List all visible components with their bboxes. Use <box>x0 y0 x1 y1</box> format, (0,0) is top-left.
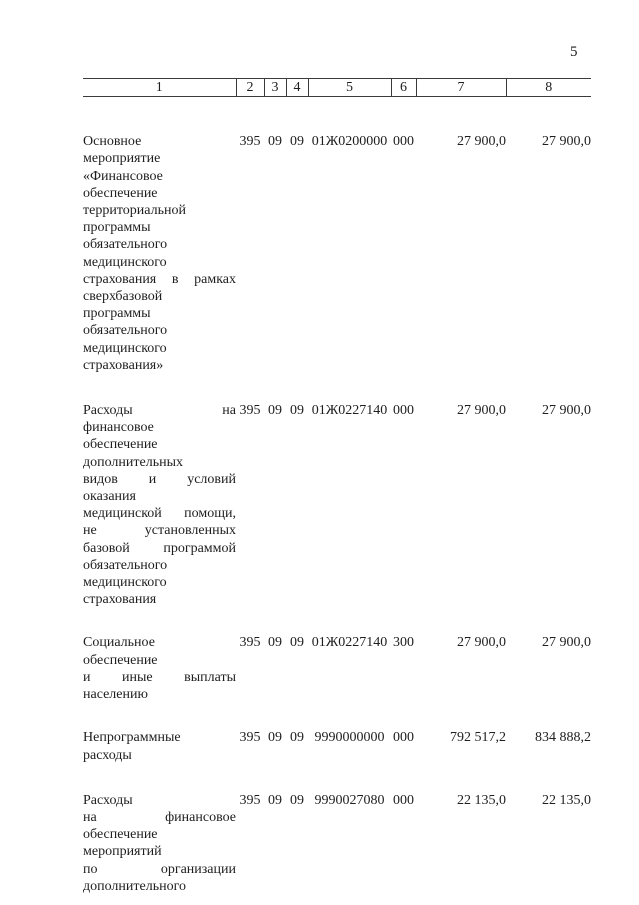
row-name-line: мероприятий <box>83 844 162 860</box>
cell-c7: 27 900,0 <box>457 635 506 651</box>
spacer-cell <box>83 764 591 792</box>
row-spacer <box>83 703 591 729</box>
row-name-line: видов и условий <box>83 471 236 487</box>
row-spacer <box>83 374 591 402</box>
row-name-line: сверхбазовой <box>83 289 163 305</box>
cell-c2: 395 <box>239 730 261 746</box>
row-name-line: оказания <box>83 489 136 505</box>
row-name-line: населению <box>83 687 148 703</box>
row-name-line: обязательного <box>83 323 168 339</box>
row-name-line: программы <box>83 306 151 322</box>
cell-c6: 000 <box>393 730 414 746</box>
cell-c5: 9990000000 <box>314 730 385 746</box>
row-spacer <box>83 97 591 134</box>
row-name-line: обеспечение <box>83 652 158 668</box>
row-name-line: по организации <box>83 861 236 877</box>
cell-c7: 792 517,2 <box>450 730 506 746</box>
cell-c7: 27 900,0 <box>457 134 506 150</box>
table-row <box>83 729 591 763</box>
cell-c4: 09 <box>290 403 304 419</box>
cell-c3: 09 <box>268 134 282 150</box>
cell-c8: 27 900,0 <box>542 134 591 150</box>
column-header: 8 <box>506 79 591 97</box>
cell-c6: 000 <box>393 792 414 808</box>
row-name-line: не установленных <box>83 523 236 539</box>
row-name-line: мероприятие <box>83 151 161 167</box>
cell-c6: 000 <box>393 403 414 419</box>
row-name-line: медицинского <box>83 340 167 356</box>
row-spacer <box>83 608 591 634</box>
row-name <box>83 729 236 763</box>
cell-c4: 09 <box>290 792 304 808</box>
cell-c8: 22 135,0 <box>542 792 591 808</box>
row-name-line: на финансовое <box>83 809 236 825</box>
cell-c5: 01Ж0227140 <box>311 403 388 419</box>
table-row <box>83 133 591 374</box>
row-name-line: Непрограммные <box>83 730 181 746</box>
spacer-cell <box>83 97 591 134</box>
cell-c2: 395 <box>239 792 261 808</box>
budget-table <box>83 78 591 895</box>
table-row <box>83 792 591 895</box>
row-name-line: обеспечение <box>83 827 158 843</box>
cell-c3: 09 <box>268 403 282 419</box>
column-header: 3 <box>264 79 286 97</box>
row-name-line: обязательного <box>83 237 168 253</box>
cell-c3: 09 <box>268 730 282 746</box>
spacer-cell <box>83 374 591 402</box>
cell-c2: 395 <box>239 134 261 150</box>
row-name-line: Основное <box>83 134 142 150</box>
row-name-line: расходы <box>83 747 132 763</box>
cell-c7: 22 135,0 <box>457 792 506 808</box>
cell-c6: 000 <box>393 134 414 150</box>
cell-c5: 01Ж0227140 <box>311 635 388 651</box>
row-name-line: Социальное <box>83 635 155 651</box>
row-name-line: дополнительного <box>83 878 186 894</box>
row-name-line: страхования» <box>83 357 164 373</box>
table-row <box>83 402 591 608</box>
table-header-row <box>83 79 591 97</box>
row-name <box>83 792 236 895</box>
row-spacer <box>83 764 591 792</box>
row-name-line: финансовое <box>83 420 154 436</box>
column-header: 4 <box>286 79 308 97</box>
row-name <box>83 402 236 608</box>
cell-c4: 09 <box>290 635 304 651</box>
column-header: 5 <box>308 79 391 97</box>
row-name-line: «Финансовое <box>83 168 163 184</box>
row-name-line: обеспечение <box>83 185 158 201</box>
cell-c5: 9990027080 <box>314 792 385 808</box>
row-name-line: медицинской помощи, <box>83 506 236 522</box>
row-name-line: страхования в рамках <box>83 271 236 287</box>
spacer-cell <box>83 703 591 729</box>
row-name-line: Расходы на <box>83 403 236 419</box>
row-name-line: обязательного <box>83 557 168 573</box>
cell-c6: 300 <box>393 635 414 651</box>
cell-c4: 09 <box>290 134 304 150</box>
row-name-line: территориальной <box>83 203 186 219</box>
row-name-line: и иные выплаты <box>83 669 236 685</box>
row-name-line: дополнительных <box>83 454 184 470</box>
column-header: 1 <box>83 79 236 97</box>
column-header: 7 <box>416 79 506 97</box>
cell-c2: 395 <box>239 403 261 419</box>
page-number: 5 <box>570 44 578 60</box>
row-name-line: обеспечение <box>83 437 158 453</box>
spacer-cell <box>83 608 591 634</box>
cell-c5: 01Ж0200000 <box>311 134 388 150</box>
column-header: 6 <box>391 79 416 97</box>
cell-c8: 27 900,0 <box>542 403 591 419</box>
table-row <box>83 634 591 703</box>
cell-c7: 27 900,0 <box>457 403 506 419</box>
row-name-line: страхования <box>83 592 157 608</box>
cell-c8: 834 888,2 <box>535 730 591 746</box>
row-name-line: программы <box>83 220 151 236</box>
cell-c2: 395 <box>239 635 261 651</box>
column-header: 2 <box>236 79 264 97</box>
cell-c3: 09 <box>268 635 282 651</box>
cell-c3: 09 <box>268 792 282 808</box>
row-name-line: базовой программой <box>83 540 236 556</box>
row-name-line: медицинского <box>83 575 167 591</box>
row-name-line: медицинского <box>83 254 167 270</box>
row-name <box>83 634 236 703</box>
cell-c8: 27 900,0 <box>542 635 591 651</box>
row-name-line: Расходы <box>83 792 133 808</box>
cell-c4: 09 <box>290 730 304 746</box>
row-name <box>83 133 236 374</box>
